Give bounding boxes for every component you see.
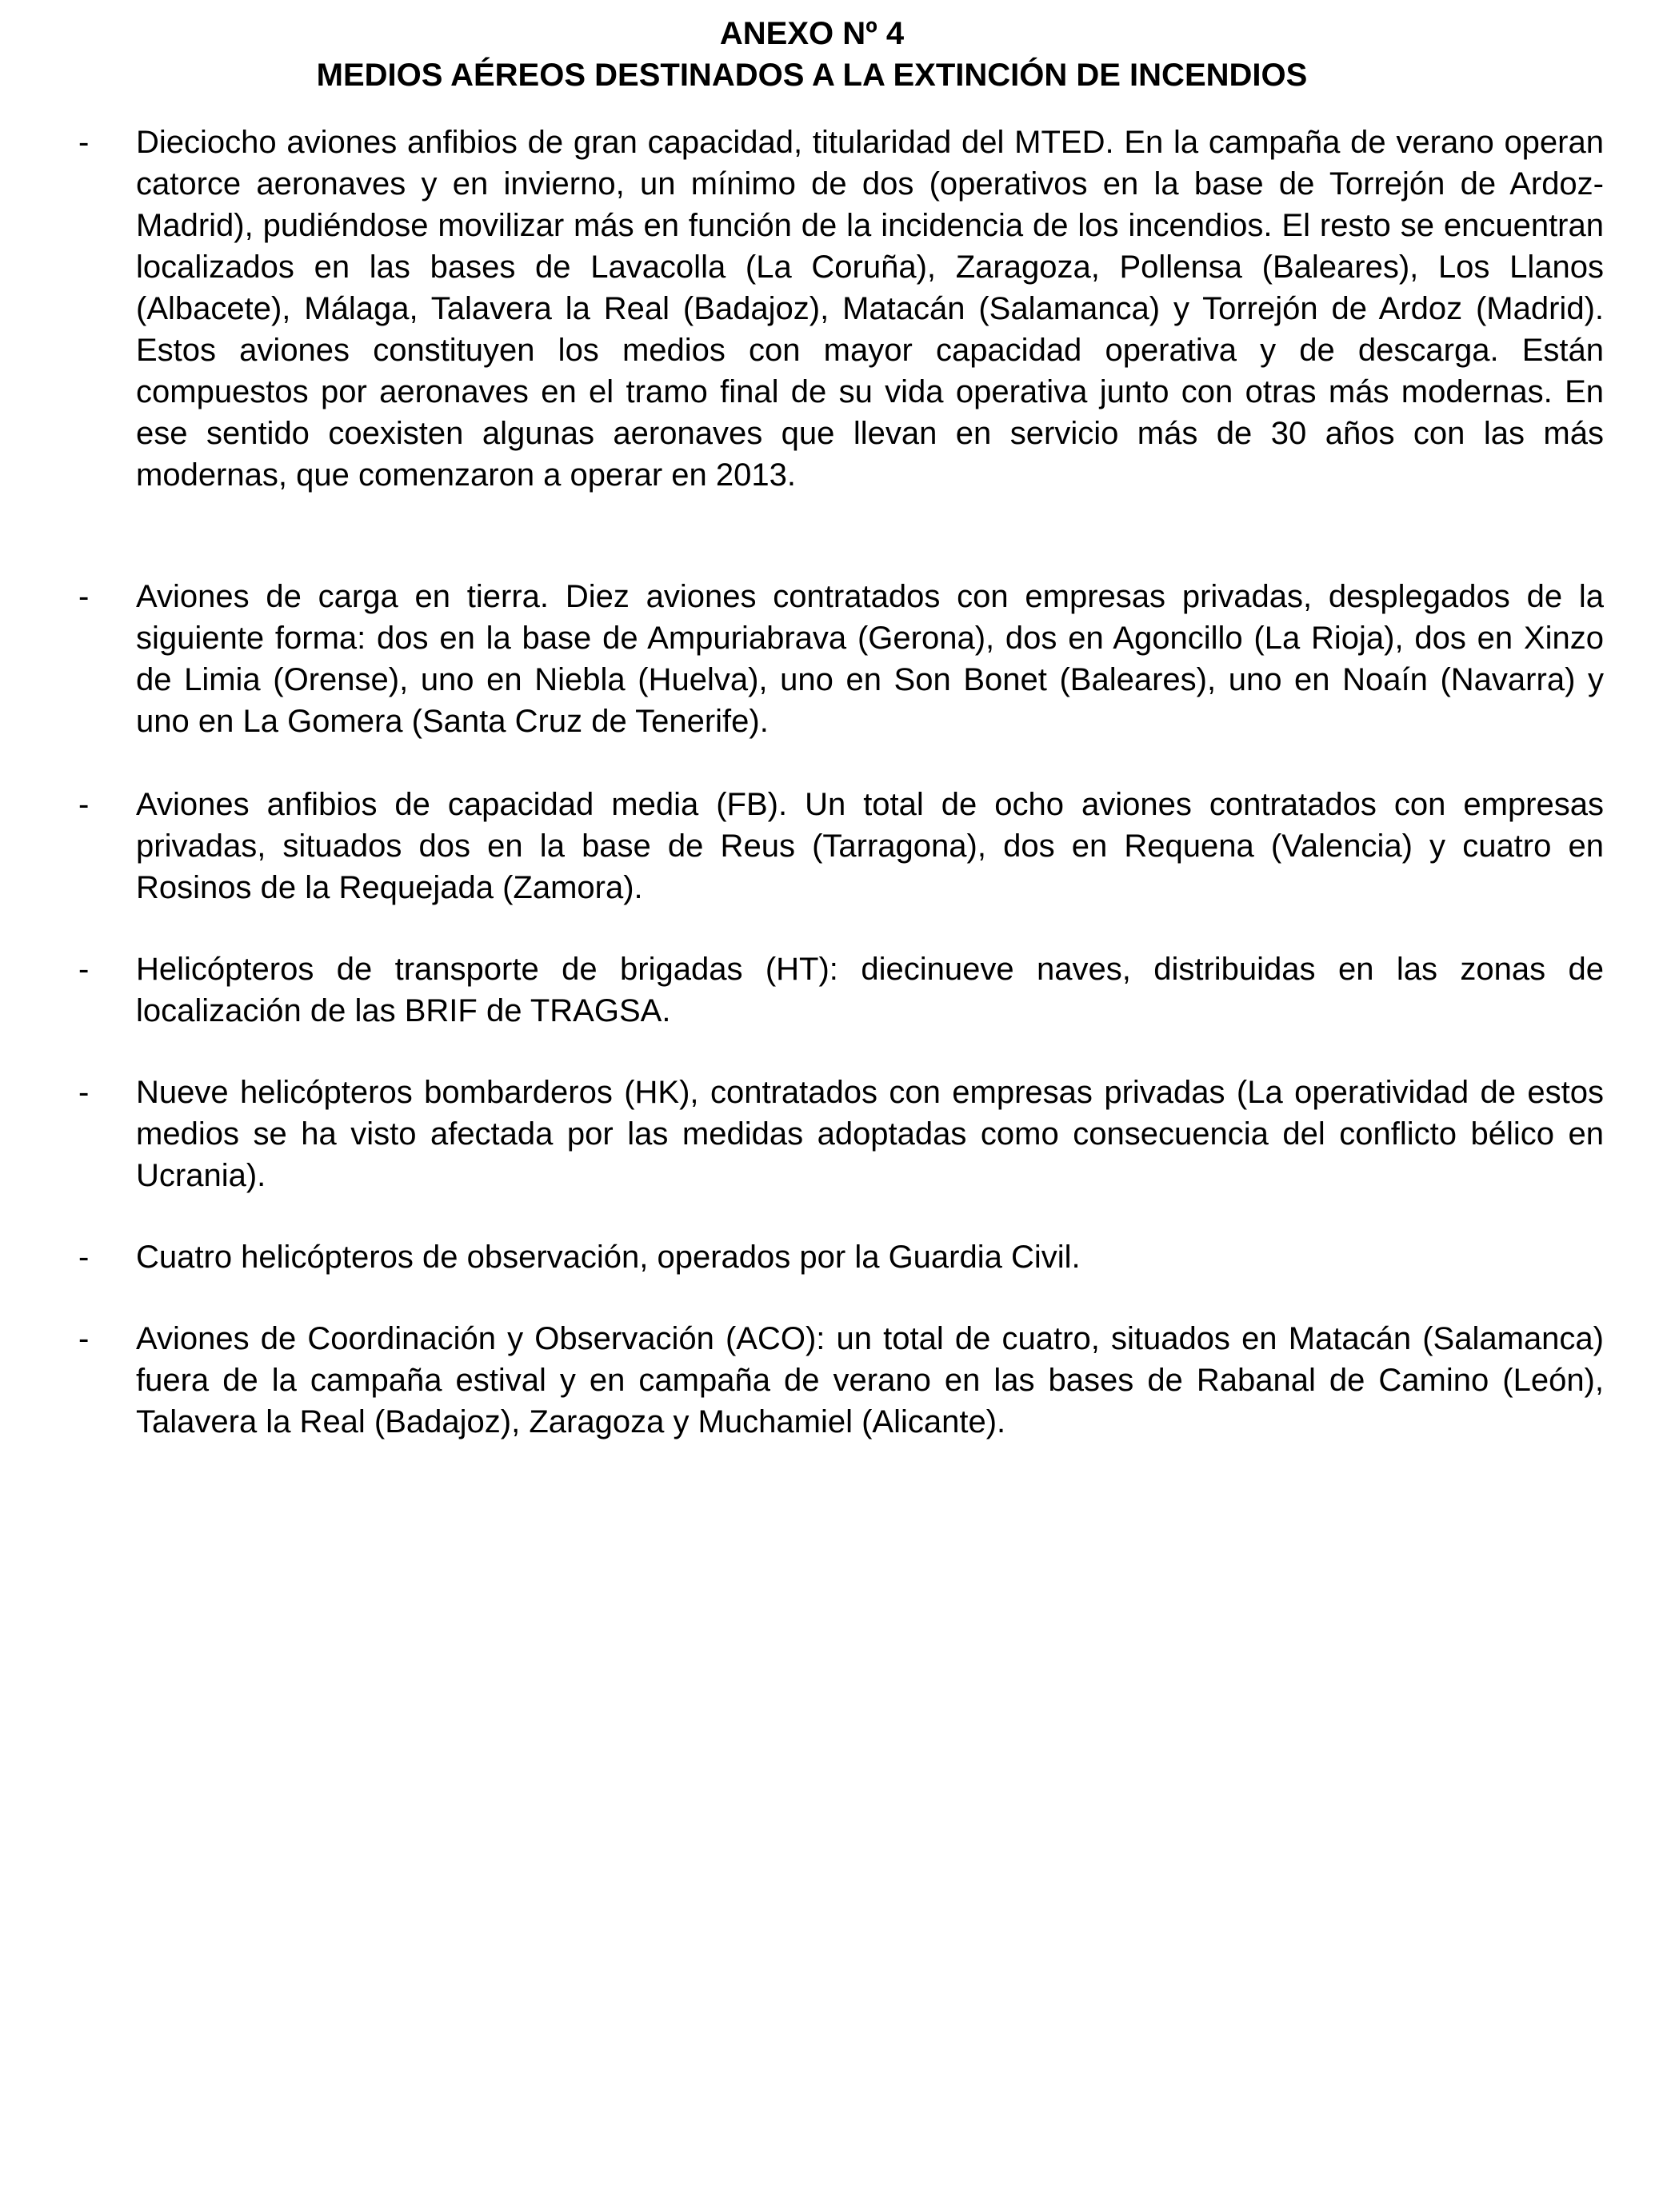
list-item-text: Aviones de carga en tierra. Diez aviones contratados con empresas privadas, desplegados de la siguiente forma: dos en la base de Ampuriabrava (Gerona), dos en Agoncillo (La Rioja), dos en Xinzo de Limia (Orense), uno en Niebla (Huelva), uno en Son Bonet (Baleares), uno en Noaín (Navarra) y uno en La Gomera (Santa Cruz de Tenerife). xyxy=(136,579,1604,739)
bullet-dash: - xyxy=(78,579,90,614)
list-item-text: Aviones de Coordinación y Observación (ACO): un total de cuatro, situados en Matacán (Salamanca) fuera de la campaña estival y en campaña de verano en las bases de Rabanal de Camino (León), Talavera la Real (Badajoz), Zaragoza y Muchamiel (Alicante). xyxy=(136,1321,1604,1439)
bullet-dash: - xyxy=(78,952,90,987)
list-item-text: Helicópteros de transporte de brigadas (HT): diecinueve naves, distribuidas en las zonas de localización de las BRIF de TRAGSA. xyxy=(136,952,1604,1028)
annex-subtitle: MEDIOS AÉREOS DESTINADOS A LA EXTINCIÓN DE INCENDIOS xyxy=(316,58,1308,93)
list-item-text: Dieciocho aviones anfibios de gran capacidad, titularidad del MTED. En la campaña de verano operan catorce aeronaves y en invierno, un mínimo de dos (operativos en la base de Torrejón de Ardoz-Madrid), pudiéndose movilizar más en función de la incidencia de los incendios. El resto se encuentran localizados en las bases de Lavacolla (La Coruña), Zaragoza, Pollensa (Baleares), Los Llanos (Albacete), Málaga, Talavera la Real (Badajoz), Matacán (Salamanca) y Torrejón de Ardoz (Madrid). Estos aviones constituyen los medios con mayor capacidad operativa y de descarga. Están compuestos por aeronaves en el tramo final de su vida operativa junto con otras más modernas. En ese sentido coexisten algunas aeronaves que llevan en servicio más de 30 años con las más modernas, que comenzaron a operar en 2013. xyxy=(136,125,1604,493)
bullet-dash: - xyxy=(78,787,90,822)
annex-title: ANEXO Nº 4 xyxy=(719,16,905,51)
list-item-text: Nueve helicópteros bombarderos (HK), contratados con empresas privadas (La operatividad de estos medios se ha visto afectada por las medidas adoptadas como consecuencia del conflicto bélico en Ucrania). xyxy=(136,1075,1604,1193)
bullet-dash: - xyxy=(78,1075,90,1110)
list-item-text: Cuatro helicópteros de observación, operados por la Guardia Civil. xyxy=(136,1240,1081,1275)
list-item-text: Aviones anfibios de capacidad media (FB). Un total de ocho aviones contratados con empresas privadas, situados dos en la base de Reus (Tarragona), dos en Requena (Valencia) y cuatro en Rosinos de la Requejada (Zamora). xyxy=(136,787,1604,905)
bullet-dash: - xyxy=(78,1321,90,1356)
bullet-dash: - xyxy=(78,125,90,160)
bullet-dash: - xyxy=(78,1240,90,1275)
